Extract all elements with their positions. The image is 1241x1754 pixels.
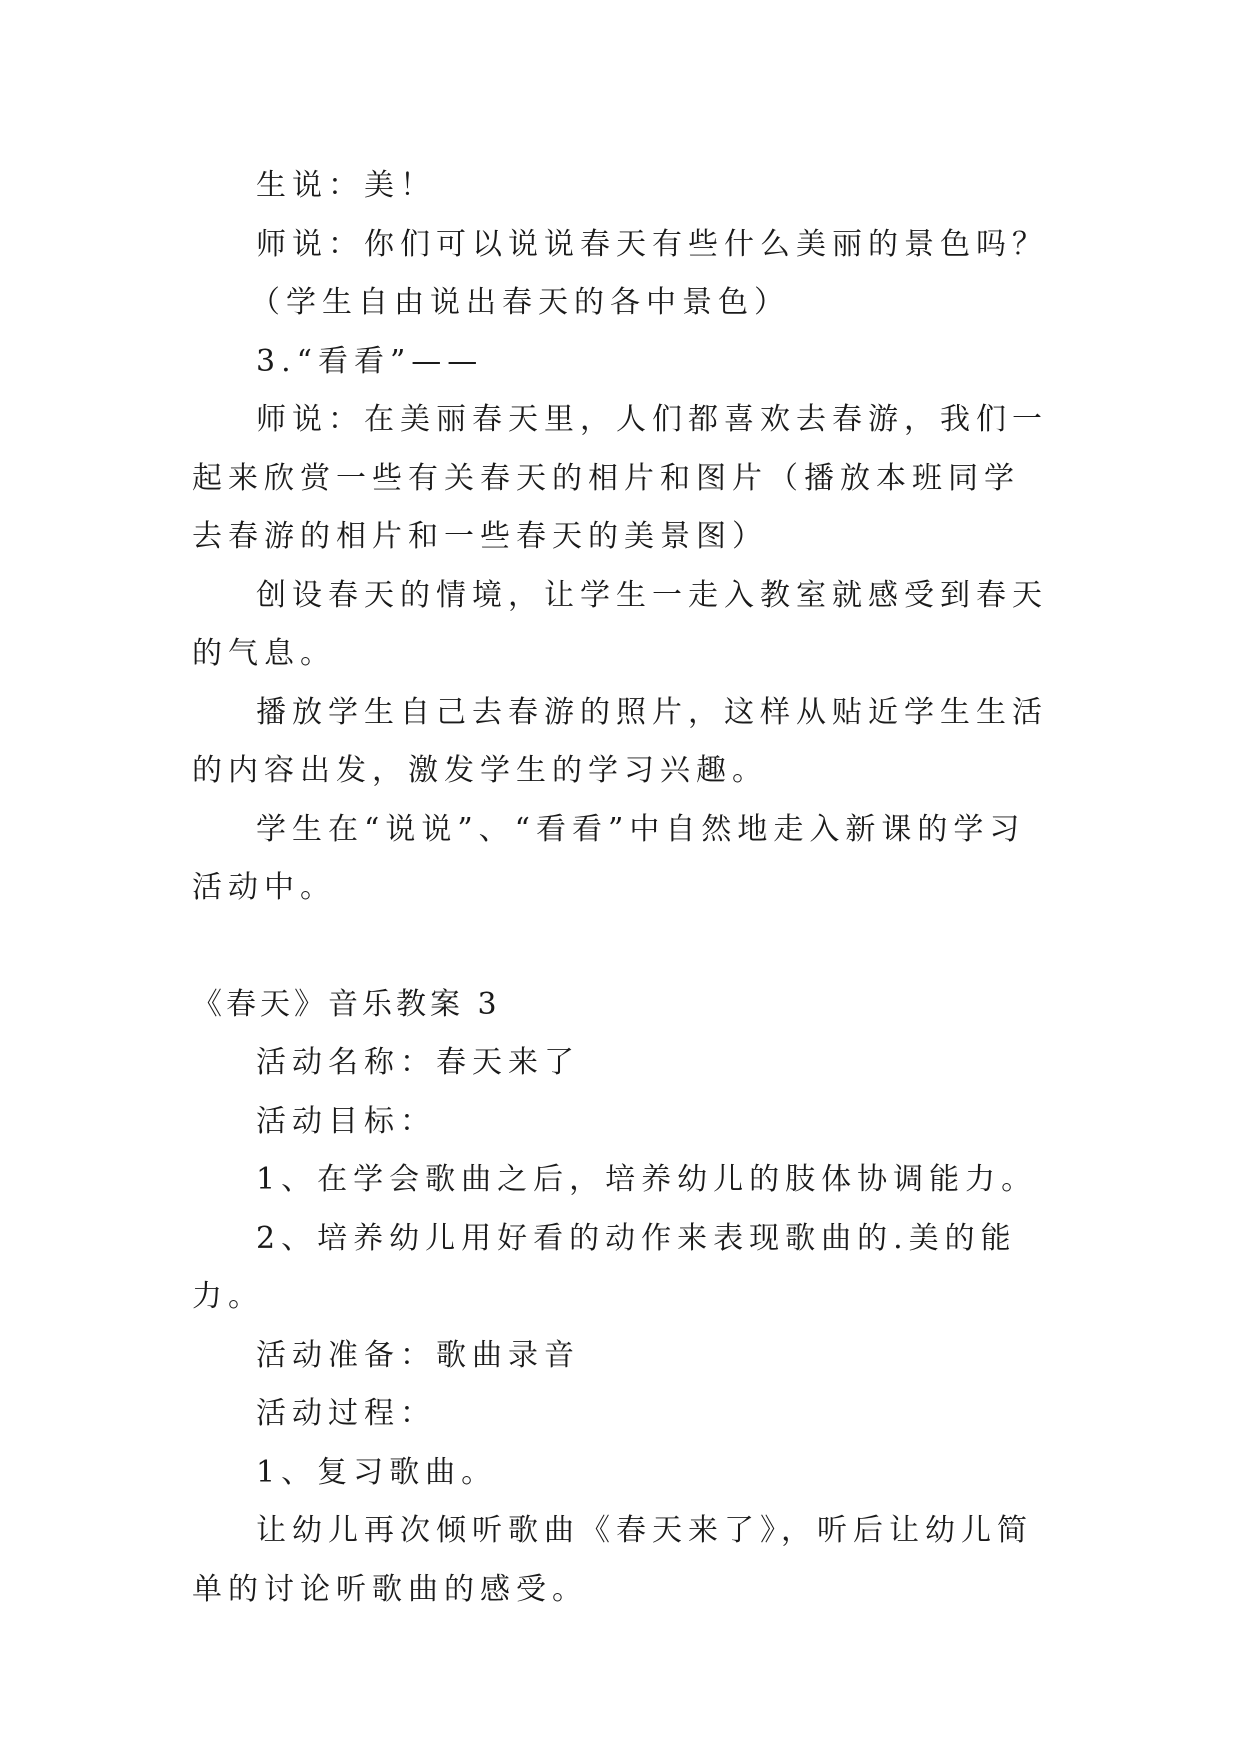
section-spacer [192,918,1052,976]
paragraph-student-says: 生说：美！ [256,168,436,203]
paragraph-students-describe: （学生自由说出春天的各中景色） [250,285,790,320]
paragraph-goal-2: 2、培养幼儿用好看的动作来表现歌曲的.美的能力。 [192,1220,1017,1314]
paragraph-step-3-look: 3.“看看”—— [256,343,484,379]
paragraph-natural-entry: 学生在“说说”、“看看”中自然地走入新课的学习活动中。 [192,811,1026,905]
paragraph-activity-goals: 活动目标： [256,1103,436,1139]
document-body [192,157,1052,1619]
paragraph-activity-name: 活动名称：春天来了 [256,1045,580,1080]
paragraph-step-1-review: 1、复习歌曲。 [256,1454,498,1490]
paragraph-create-scene: 创设春天的情境，让学生一走入教室就感受到春天的气息。 [192,577,1048,671]
paragraph-play-photos: 播放学生自己去春游的照片，这样从贴近学生生活的内容出发，激发学生的学习兴趣。 [192,694,1048,788]
section-title: 《春天》音乐教案 3 [192,986,501,1022]
paragraph-teacher-spring-trip: 师说：在美丽春天里，人们都喜欢去春游，我们一起来欣赏一些有关春天的相片和图片（播放本班同学去春游的相片和一些春天的美景图） [192,402,1048,554]
paragraph-teacher-asks: 师说：你们可以说说春天有些什么美丽的景色吗？ [256,226,1048,262]
paragraph-listen-discuss: 让幼儿再次倾听歌曲《春天来了》，听后让幼儿简单的讨论听歌曲的感受。 [192,1513,1033,1607]
paragraph-goal-1: 1、在学会歌曲之后，培养幼儿的肢体协调能力。 [256,1162,1038,1197]
paragraph-activity-prep: 活动准备：歌曲录音 [256,1337,580,1373]
paragraph-activity-process: 活动过程： [256,1396,436,1431]
